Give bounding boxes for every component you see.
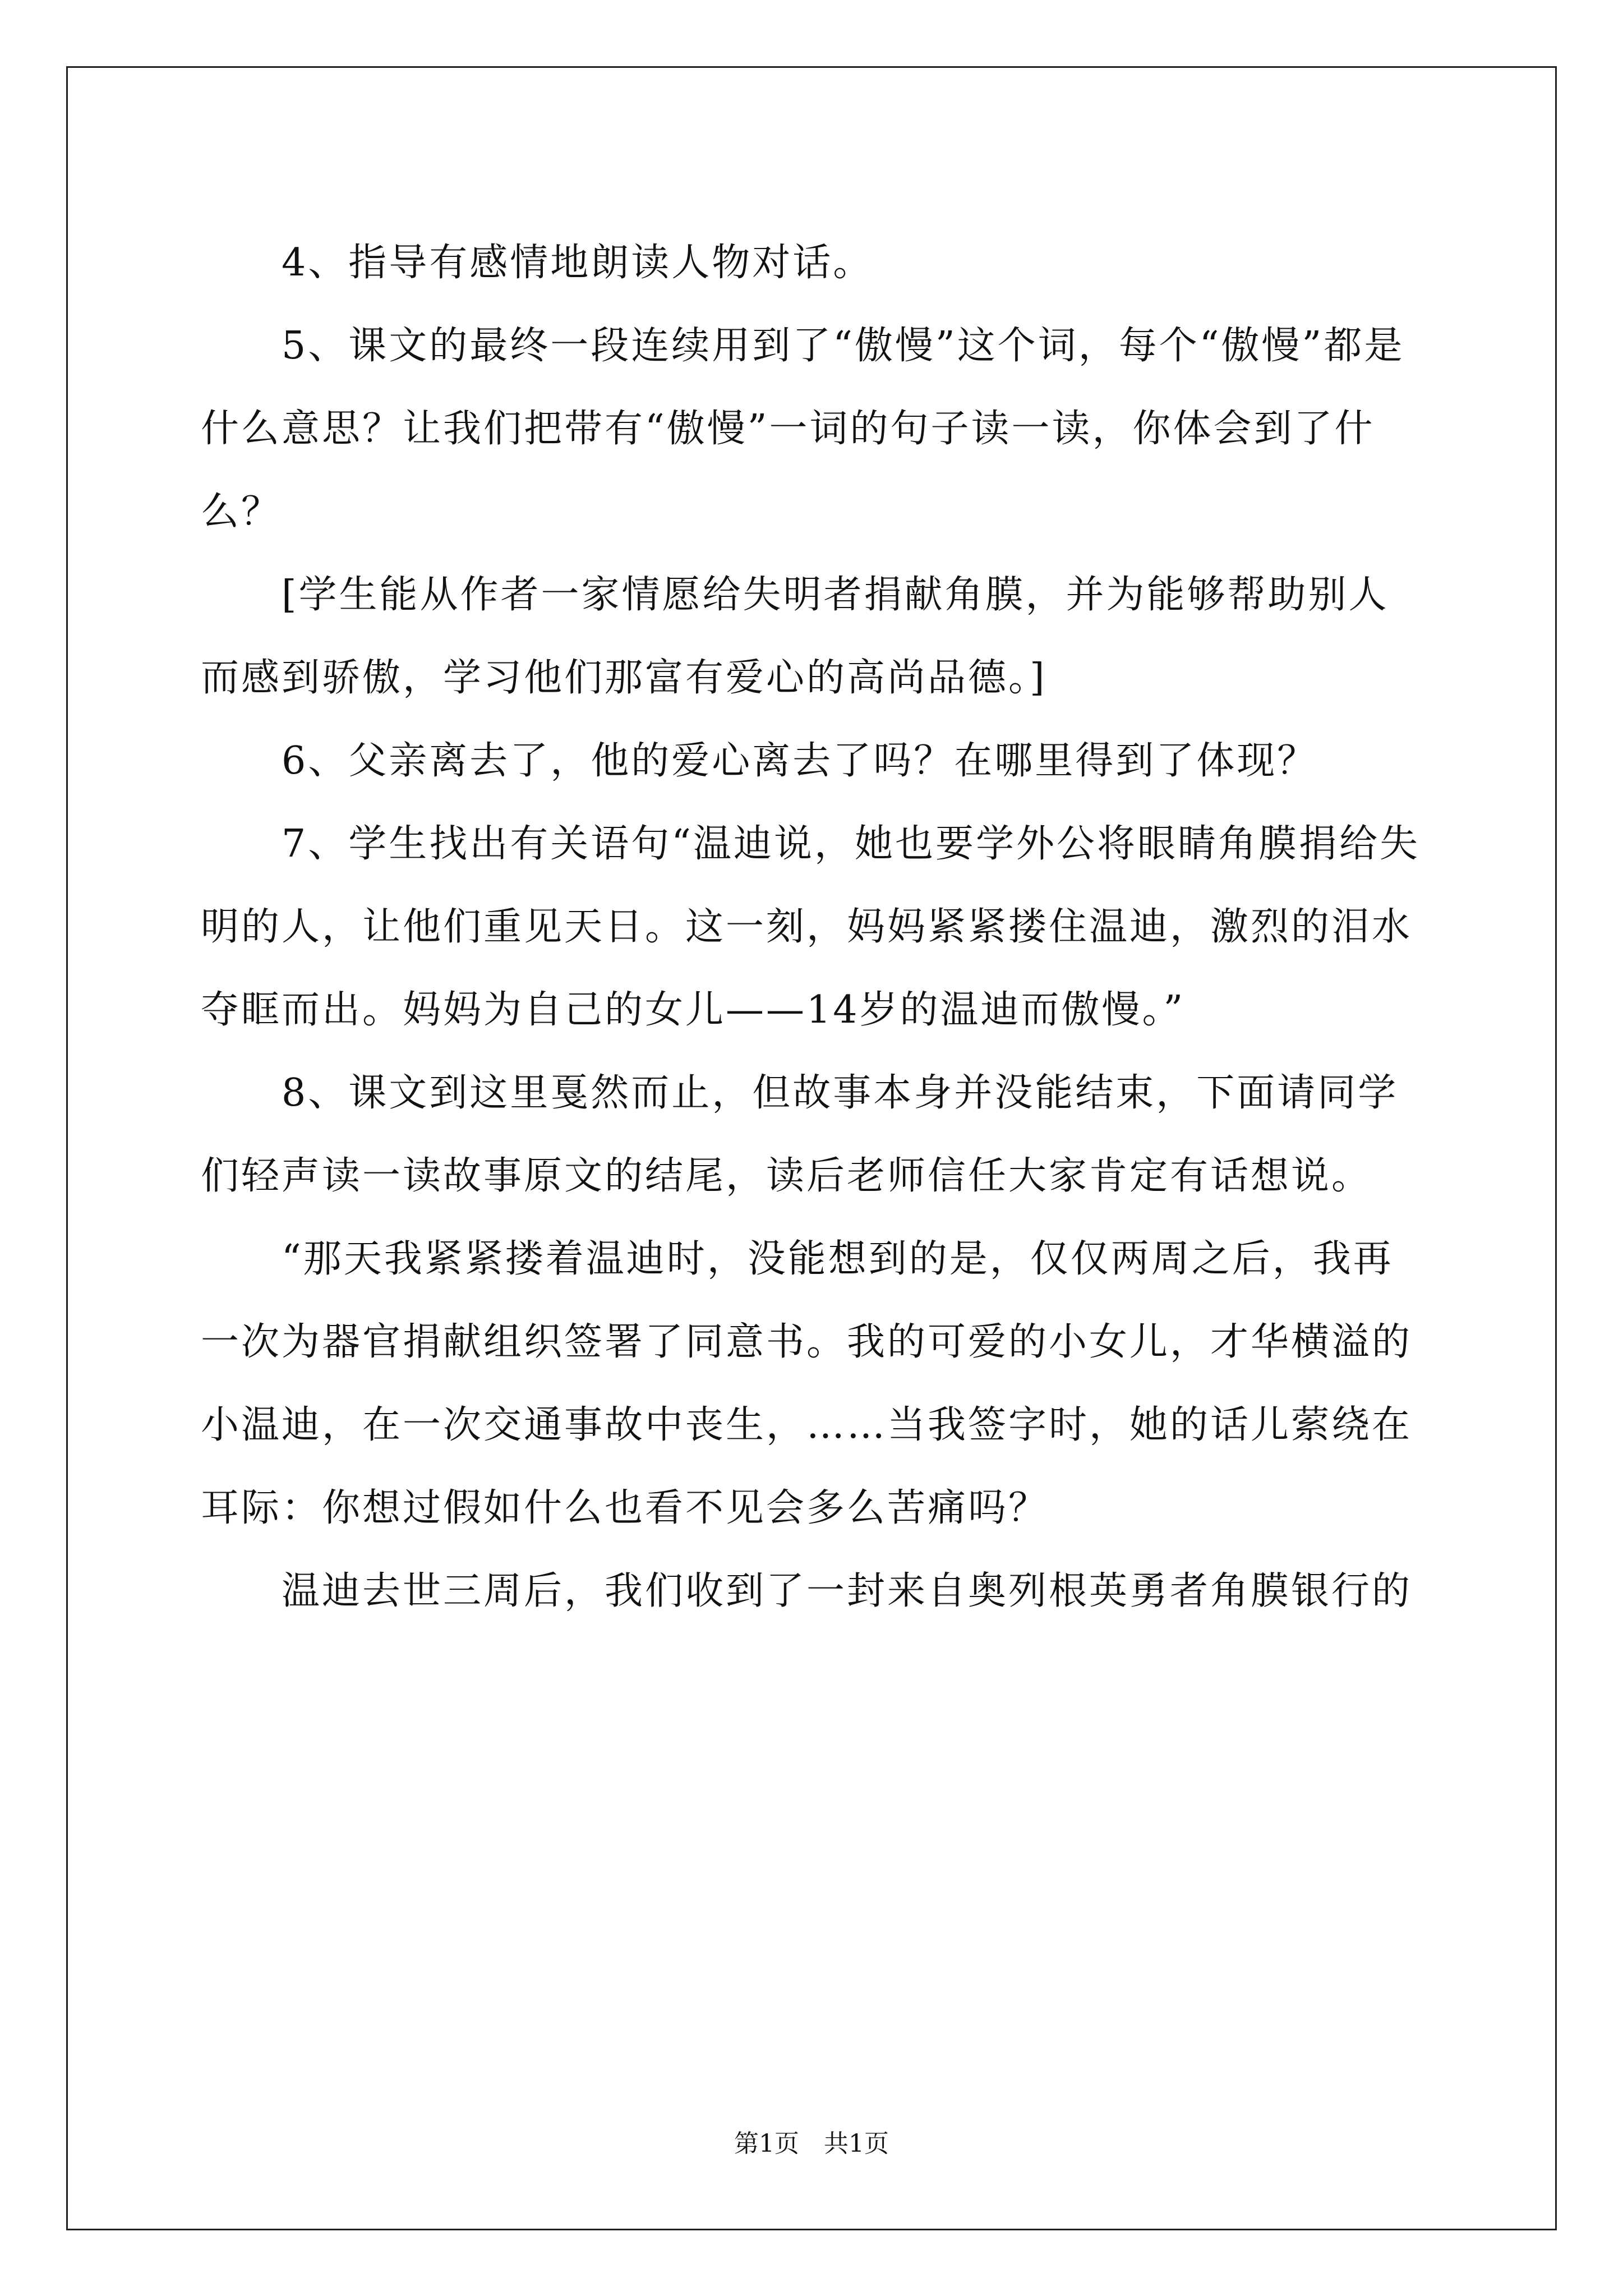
paragraph-student-note: [学生能从作者一家情愿给失明者捐献角膜，并为能够帮助别人而感到骄傲，学习他们那富有爱心的高尚品德。]: [201, 573, 1389, 700]
paragraph-continuation: 温迪去世三周后，我们收到了一封来自奥列根英勇者角膜银行的: [282, 1569, 1413, 1613]
page-footer: 第1页 共1页: [734, 2129, 889, 2158]
paragraph-7: 7、学生找出有关语句“温迪说，她也要学外公将眼睛角膜捐给失明的人，让他们重见天日。这一刻，妈妈紧紧搂住温迪，激烈的泪水夺眶而出。妈妈为自己的女儿——14岁的温迪而傲慢。”: [201, 822, 1421, 1032]
paragraph-5: 5、课文的最终一段连续用到了“傲慢”这个词，每个“傲慢”都是什么意思？让我们把带有“傲慢”一词的句子读一读，你体会到了什么？: [201, 324, 1405, 534]
document-body: [201, 222, 1423, 1633]
paragraph-quote: “那天我紧紧搂着温迪时，没能想到的是，仅仅两周之后，我再一次为器官捐献组织签署了同意书。我的可爱的小女儿，才华横溢的小温迪，在一次交通事故中丧生，……当我签字时，她的话儿萦绕在耳际：你想过假如什么也看不见会多么苦痛吗？: [201, 1237, 1413, 1530]
paragraph-4: 4、指导有感情地朗读人物对话。: [282, 241, 874, 285]
paragraph-8: 8、课文到这里戛然而止，但故事本身并没能结束，下面请同学们轻声读一读故事原文的结尾，读后老师信任大家肯定有话想说。: [201, 1071, 1399, 1198]
paragraph-6: 6、父亲离去了，他的爱心离去了吗？在哪里得到了体现？: [282, 739, 1318, 783]
